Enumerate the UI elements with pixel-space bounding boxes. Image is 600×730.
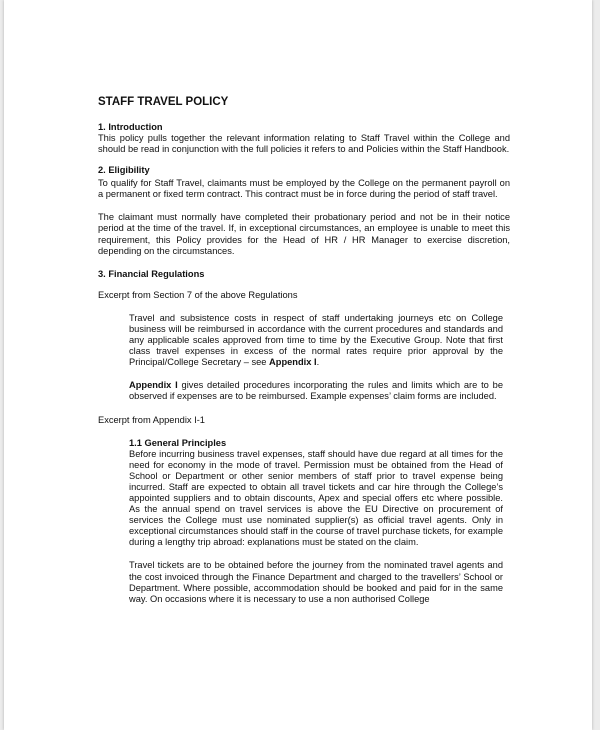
excerpt-1-intro: Excerpt from Section 7 of the above Regulations [98, 289, 298, 300]
quote-1-end: . [316, 357, 320, 368]
quote-paragraph-3: Before incurring business travel expenses, staff should have due regard at all times for the need for economy in the mode of travel. Permission must be obtained from the Head of School or Department or other senior members of staff prior to travel expense being incurred. Staff are expected to obtain all travel tickets and car hire through the College’s appointed suppliers and to obtain discounts, Apex and special offers etc where possible. As the annual spend on travel services is above the EU Directive on procurement of services the College must use nominated supplier(s) as official travel agents. Only in exceptional circumstances should staff in the course of travel purchase tickets, for example during a lengthy trip abroad: explanations must be stated on the claim. [129, 448, 503, 548]
section-1-heading: 1. Introduction [98, 122, 163, 132]
document-page [4, 0, 592, 730]
excerpt-2-intro: Excerpt from Appendix I-1 [98, 414, 205, 425]
appendix-reference: Appendix I [269, 357, 317, 368]
quote-1-text: Travel and subsistence costs in respect of staff undertaking journeys etc on College business will be reimbursed in accordance with the current procedures and standards and any applicable scales approved from time to time by the Executive Group. Note that first class travel expenses in excess of the normal rates require prior approval by the Principal/College Secretary – see [129, 312, 503, 368]
document-title: STAFF TRAVEL POLICY [98, 96, 229, 108]
section-2-paragraph-1: To qualify for Staff Travel, claimants must be employed by the College on the permanent payroll on a permanent or fixed term contract. This contract must be in force during the period of staff travel. [98, 178, 510, 200]
quote-paragraph-1 [129, 313, 503, 368]
section-2-heading: 2. Eligibility [98, 165, 150, 176]
quote-paragraph-4: Travel tickets are to be obtained before the journey from the nominated travel agents and the cost invoiced through the Finance Department and charged to the travellers’ School or Department. Where possible, accommodation should be booked and paid for in the same way. On occasions where it is necessary to use a non authorised College [129, 560, 503, 604]
document-content [98, 95, 510, 605]
quote-paragraph-2 [129, 380, 503, 402]
quote-2-text: gives detailed procedures incorporating the rules and limits which are to be observed if expenses are to be reimbursed. Example expenses’ claim forms are included. [129, 380, 503, 402]
section-2-paragraph-2: The claimant must normally have completed their probationary period and not be in their notice period at the time of the travel. If, in exceptional circumstances, an employee is unable to meet this requirement, this Policy provides for the Head of HR / HR Manager to exercise discretion, depending on the circumstances. [98, 212, 510, 256]
appendix-label: Appendix I [129, 380, 178, 391]
section-3-heading: 3. Financial Regulations [98, 268, 205, 279]
general-principles-heading: 1.1 General Principles [129, 437, 227, 448]
section-1-text: This policy pulls together the relevant information relating to Staff Travel within the College and should be read in conjunction with the full policies it refers to and Policies within the Staff Handbook. [98, 133, 510, 155]
